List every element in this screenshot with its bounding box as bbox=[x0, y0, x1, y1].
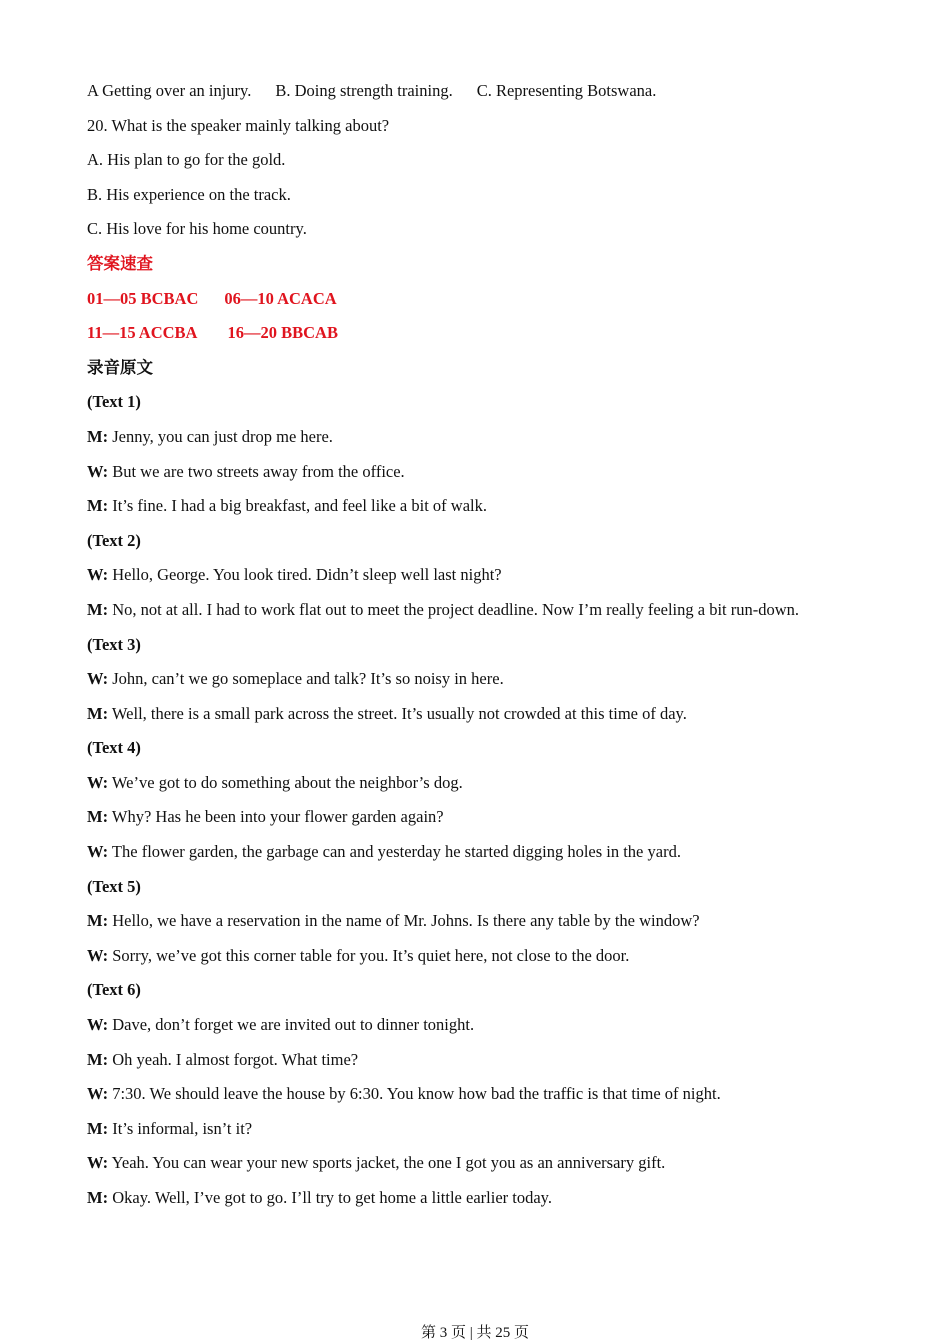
dialogue-line bbox=[87, 493, 887, 528]
dialogue-text: Jenny, you can just drop me here. bbox=[108, 426, 333, 446]
text-3-title: (Text 3) bbox=[87, 634, 141, 654]
transcript-heading: 录音原文 bbox=[87, 357, 153, 377]
answer-key-row-2 bbox=[87, 320, 887, 355]
speaker-label: M: bbox=[87, 1188, 109, 1207]
speaker-label: W: bbox=[87, 565, 109, 585]
text-1-title: (Text 1) bbox=[87, 392, 141, 412]
answer-range-16-20: 16—20 BBCAB bbox=[227, 323, 338, 343]
dialogue-line bbox=[87, 908, 887, 943]
speaker-label: W: bbox=[87, 669, 109, 689]
dialogue-text: It’s informal, isn’t it? bbox=[108, 1118, 253, 1138]
dialogue-line bbox=[87, 459, 887, 494]
q20-option-a: A. His plan to go for the gold. bbox=[87, 150, 286, 170]
dialogue-text: Hello, George. You look tired. Didn’t sleep well last night? bbox=[108, 565, 502, 585]
answer-key-row-1 bbox=[87, 286, 887, 321]
dialogue-line bbox=[87, 424, 887, 459]
dialogue-text: Okay. Well, I’ve got to go. I’ll try to get home a little earlier today. bbox=[108, 1188, 552, 1207]
answer-key-heading: 答案速查 bbox=[87, 253, 153, 273]
dialogue-text: Yeah. You can wear your new sports jacket, the one I got you as an anniversary gift. bbox=[108, 1153, 666, 1173]
text-4-title: (Text 4) bbox=[87, 738, 141, 758]
dialogue-line bbox=[87, 1081, 887, 1116]
text-5-title: (Text 5) bbox=[87, 876, 141, 896]
answer-range-06-10: 06—10 ACACA bbox=[224, 288, 337, 308]
dialogue-text: Dave, don’t forget we are invited out to dinner tonight. bbox=[108, 1015, 475, 1035]
speaker-label: M: bbox=[87, 599, 109, 619]
dialogue-text: Sorry, we’ve got this corner table for you. It’s quiet here, not close to the door. bbox=[108, 945, 630, 965]
speaker-label: M: bbox=[87, 1118, 109, 1138]
q19-option-a: A Getting over an injury. bbox=[87, 81, 252, 100]
speaker-label: M: bbox=[87, 807, 109, 827]
answer-range-01-05: 01—05 BCBAC bbox=[87, 288, 199, 308]
q19-option-c: C. Representing Botswana. bbox=[476, 81, 657, 100]
speaker-label: W: bbox=[87, 1015, 109, 1035]
dialogue-text: 7:30. We should leave the house by 6:30. You know how bad the traffic is that time of night. bbox=[108, 1084, 721, 1104]
dialogue-text: We’ve got to do something about the neighbor’s dog. bbox=[108, 772, 463, 792]
dialogue-line bbox=[87, 1185, 887, 1220]
dialogue-line bbox=[87, 1012, 887, 1047]
dialogue-line bbox=[87, 770, 887, 805]
dialogue-line bbox=[87, 1116, 887, 1151]
dialogue-text: Hello, we have a reservation in the name of Mr. Johns. Is there any table by the window? bbox=[108, 911, 700, 931]
speaker-label: M: bbox=[87, 911, 109, 931]
speaker-label: W: bbox=[87, 1084, 109, 1104]
dialogue-text: No, not at all. I had to work flat out to meet the project deadline. Now I’m really feeling a bit run-down. bbox=[108, 599, 800, 619]
text-6-title: (Text 6) bbox=[87, 980, 141, 1000]
dialogue-line bbox=[87, 597, 887, 632]
q20-option-c: C. His love for his home country. bbox=[87, 219, 307, 239]
dialogue-text: Well, there is a small park across the street. It’s usually not crowded at this time of day. bbox=[108, 703, 687, 723]
q19-options bbox=[87, 78, 887, 113]
dialogue-text: Oh yeah. I almost forgot. What time? bbox=[108, 1049, 359, 1069]
speaker-label: M: bbox=[87, 1049, 109, 1069]
dialogue-line bbox=[87, 562, 887, 597]
dialogue-line bbox=[87, 666, 887, 701]
q20-option-b: B. His experience on the track. bbox=[87, 184, 291, 204]
document-page bbox=[87, 78, 887, 1220]
answer-range-11-15: 11—15 ACCBA bbox=[87, 323, 198, 343]
page-footer: 第 3 页 | 共 25 页 bbox=[420, 1325, 529, 1341]
text-2-title: (Text 2) bbox=[87, 530, 141, 550]
dialogue-line bbox=[87, 839, 887, 874]
dialogue-text: But we are two streets away from the office. bbox=[108, 461, 405, 481]
dialogue-text: It’s fine. I had a big breakfast, and feel like a bit of walk. bbox=[108, 496, 487, 516]
dialogue-line bbox=[87, 1047, 887, 1082]
dialogue-text: The flower garden, the garbage can and yesterday he started digging holes in the yard. bbox=[108, 842, 681, 862]
dialogue-line bbox=[87, 943, 887, 978]
dialogue-line bbox=[87, 701, 887, 736]
speaker-label: M: bbox=[87, 496, 109, 516]
speaker-label: M: bbox=[87, 426, 109, 446]
speaker-label: M: bbox=[87, 703, 109, 723]
dialogue-line bbox=[87, 1150, 887, 1185]
q20-question: 20. What is the speaker mainly talking about? bbox=[87, 115, 390, 135]
speaker-label: W: bbox=[87, 772, 109, 792]
dialogue-text: John, can’t we go someplace and talk? It’s so noisy in here. bbox=[108, 669, 504, 689]
speaker-label: W: bbox=[87, 842, 109, 862]
speaker-label: W: bbox=[87, 1153, 109, 1173]
dialogue-line bbox=[87, 804, 887, 839]
speaker-label: W: bbox=[87, 945, 109, 965]
q19-option-b: B. Doing strength training. bbox=[275, 81, 453, 100]
speaker-label: W: bbox=[87, 461, 109, 481]
dialogue-text: Why? Has he been into your flower garden again? bbox=[108, 807, 444, 827]
